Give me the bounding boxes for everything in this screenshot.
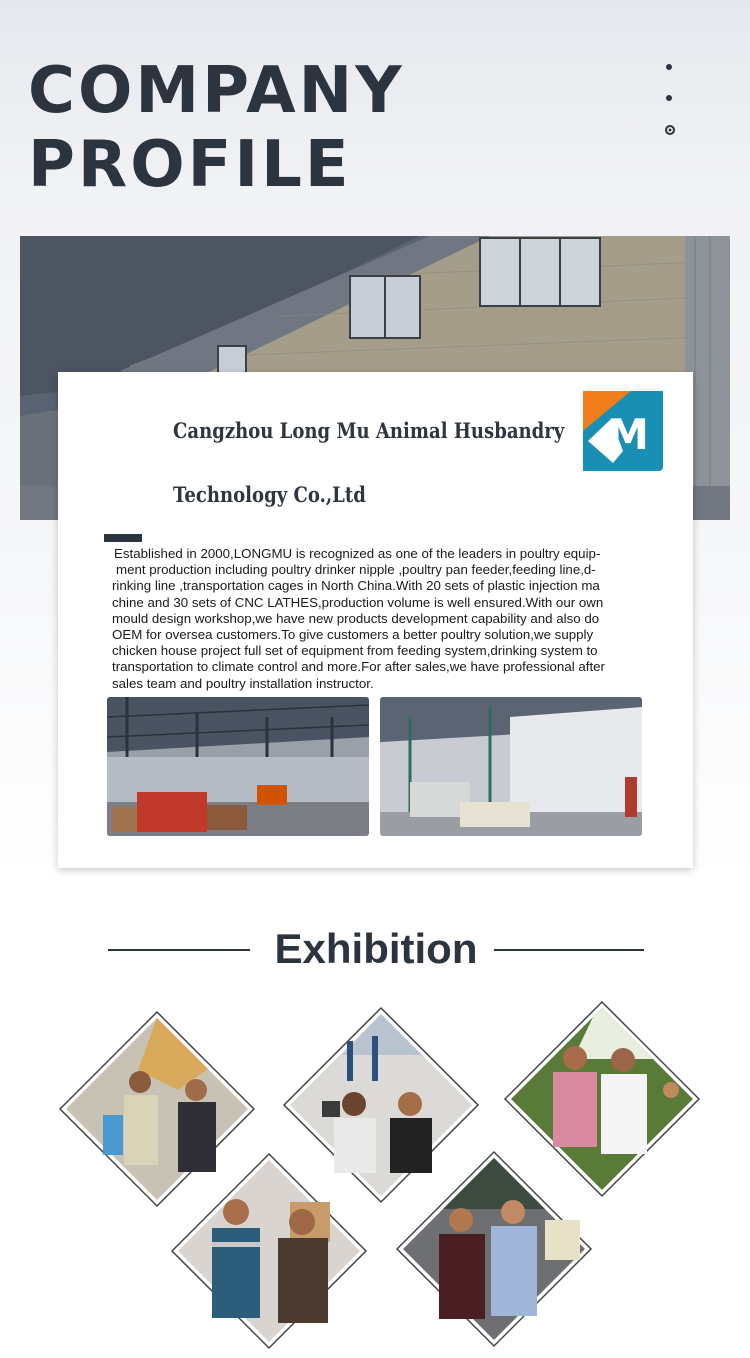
exhibition-divider-left: [108, 949, 250, 951]
description-line: transportation to climate control and more.For after sales,we have professional after: [112, 659, 605, 675]
exhibition-heading: Exhibition: [274, 925, 478, 972]
nav-dot[interactable]: [666, 95, 672, 101]
description-line: Established in 2000,LONGMU is recognized as one of the leaders in poultry equip-: [114, 546, 601, 561]
company-logo: [583, 391, 663, 471]
title-line-profile: PROFILE: [28, 128, 352, 202]
nav-dot-active[interactable]: [665, 125, 675, 135]
accent-bar: [104, 534, 142, 542]
logo-letter: M: [607, 410, 649, 459]
description-line: rinking line ,transportation cages in North China.With 20 sets of plastic injection ma: [112, 578, 600, 594]
description-line: mould design workshop,we have new products development capability and also do: [112, 610, 600, 626]
description-line: ment production including poultry drinker nipple ,poultry pan feeder,feeding line,d-: [116, 562, 596, 578]
warehouse-interior-photo: [380, 697, 642, 836]
description-line: chine and 30 sets of CNC LATHES,production volume is well ensured.With our own: [112, 594, 604, 610]
company-name-line2: Technology Co.,Ltd: [173, 482, 366, 507]
page-title: [28, 54, 405, 202]
warehouse-photo: [107, 697, 369, 836]
title-line-company: COMPANY: [28, 54, 405, 128]
description-line: chicken house project full set of equipment from feeding system,drinking system to: [112, 643, 598, 659]
exhibition-photo: [170, 1152, 368, 1350]
description-line: OEM for oversea customers.To give customers a better poultry solution,we supply: [112, 627, 594, 643]
company-description: [114, 546, 669, 692]
exhibition-divider-right: [494, 949, 644, 951]
description-line: sales team and poultry installation instructor.: [112, 675, 374, 691]
exhibition-photo: [395, 1150, 593, 1348]
nav-dot[interactable]: [666, 64, 672, 70]
profile-card: [58, 372, 693, 868]
company-name-line1: Cangzhou Long Mu Animal Husbandry: [173, 418, 565, 443]
